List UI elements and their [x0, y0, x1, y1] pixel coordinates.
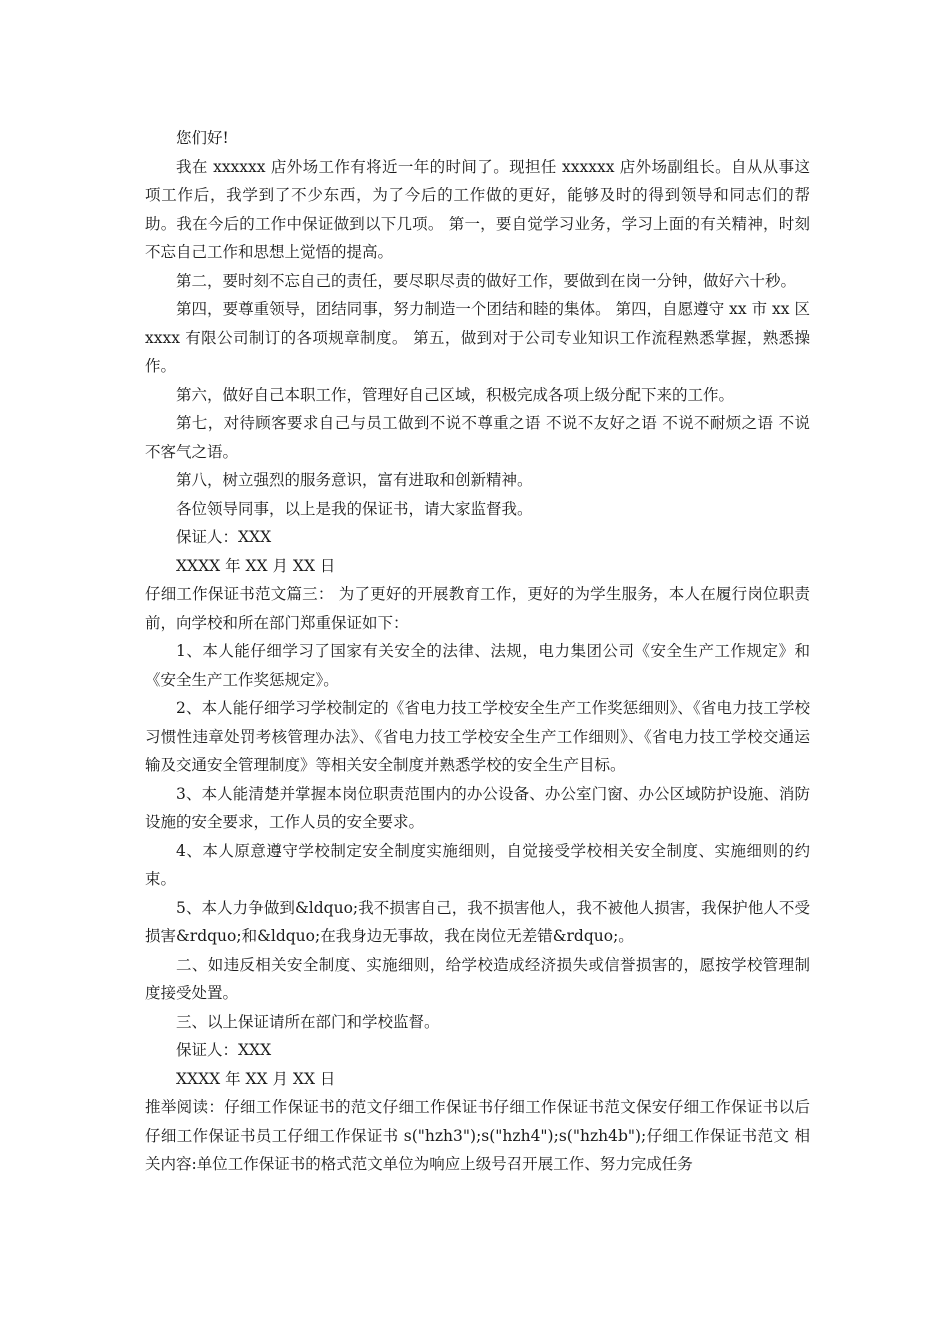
- paragraph-item: 第八，树立强烈的服务意识，富有进取和创新精神。: [176, 471, 533, 489]
- numbered-item: 5、本人力争做到&ldquo;我不损害自己，我不损害他人，我不被他人损害，我保护他人不受损害&rdquo;和&ldquo;在我身边无事故，我在岗位无差错&rdquo;。: [145, 898, 810, 945]
- numbered-item: 3、本人能清楚并掌握本岗位职责范围内的办公设备、办公室门窗、办公区域防护设施、消防设施的安全要求，工作人员的安全要求。: [145, 784, 810, 831]
- paragraph-item: 第六，做好自己本职工作，管理好自己区域，积极完成各项上级分配下来的工作。: [176, 385, 735, 404]
- paragraph-intro: 我在 xxxxxx 店外场工作有将近一年的时间了。现担任 xxxxxx 店外场副组长。自从从事这项工作后，我学到了不少东西，为了今后的工作做的更好，能够及时的得到领导和同志们的帮助。我在今后的工作中保证做到以下几项。 第一，要自觉学习业务，学习上面的有关精神，时刻不忘自己工作和思想上觉悟的提高。: [145, 157, 810, 261]
- document-body: [145, 124, 810, 1179]
- clause-two: 二、如违反相关安全制度、实施细则，给学校造成经济损失或信誉损害的，愿按学校管理制度接受处置。: [145, 955, 810, 1002]
- numbered-item: 1、本人能仔细学习了国家有关安全的法律、法规，电力集团公司《安全生产工作规定》和《安全生产工作奖惩规定》。: [145, 642, 810, 689]
- numbered-item: 2、本人能仔细学习学校制定的《省电力技工学校安全生产工作奖惩细则》、《省电力技工学校习惯性违章处罚考核管理办法》、《省电力技工学校安全生产工作细则》、《省电力技工学校交通运输及交通安全管理制度》等相关安全制度并熟悉学校的安全生产目标。: [145, 699, 810, 774]
- paragraph-item: 第二，要时刻不忘自己的责任，要尽职尽责的做好工作，要做到在岗一分钟，做好六十秒。: [176, 271, 797, 290]
- clause-three: 三、以上保证请所在部门和学校监督。: [176, 1012, 440, 1031]
- paragraph-item: 第四，要尊重领导，团结同事，努力制造一个团结和睦的集体。 第四，自愿遵守 xx 市 xx 区 xxxx 有限公司制订的各项规章制度。 第五，做到对于公司专业知识工作流程熟悉掌握，熟悉操作。: [145, 300, 810, 375]
- paragraph-item: 第七，对待顾客要求自己与员工做到不说不尊重之语 不说不友好之语 不说不耐烦之语 不说不客气之语。: [145, 414, 810, 461]
- recommended-reading: 推举阅读：仔细工作保证书的范文仔细工作保证书仔细工作保证书范文保安仔细工作保证书以后仔细工作保证书员工仔细工作保证书 s("hzh3");s("hzh4");s("hzh4b");仔细工作保证书范文 相关内容:单位工作保证书的格式范文单位为响应上级号召开展工作、努力完成任务: [145, 1098, 810, 1173]
- date-line: XXXX 年 XX 月 XX 日: [176, 1069, 336, 1088]
- paragraph-greeting: 您们好!: [176, 129, 229, 147]
- date-line: XXXX 年 XX 月 XX 日: [176, 556, 336, 575]
- guarantor-line: 保证人：XXX: [176, 528, 272, 546]
- section-three-heading: 仔细工作保证书范文篇三： 为了更好的开展教育工作，更好的为学生服务，本人在履行岗位职责前，向学校和所在部门郑重保证如下：: [145, 585, 810, 632]
- paragraph-closing: 各位领导同事，以上是我的保证书，请大家监督我。: [176, 499, 533, 518]
- numbered-item: 4、本人原意遵守学校制定安全制度实施细则，自觉接受学校相关安全制度、实施细则的约束。: [145, 841, 810, 888]
- guarantor-line: 保证人：XXX: [176, 1041, 272, 1059]
